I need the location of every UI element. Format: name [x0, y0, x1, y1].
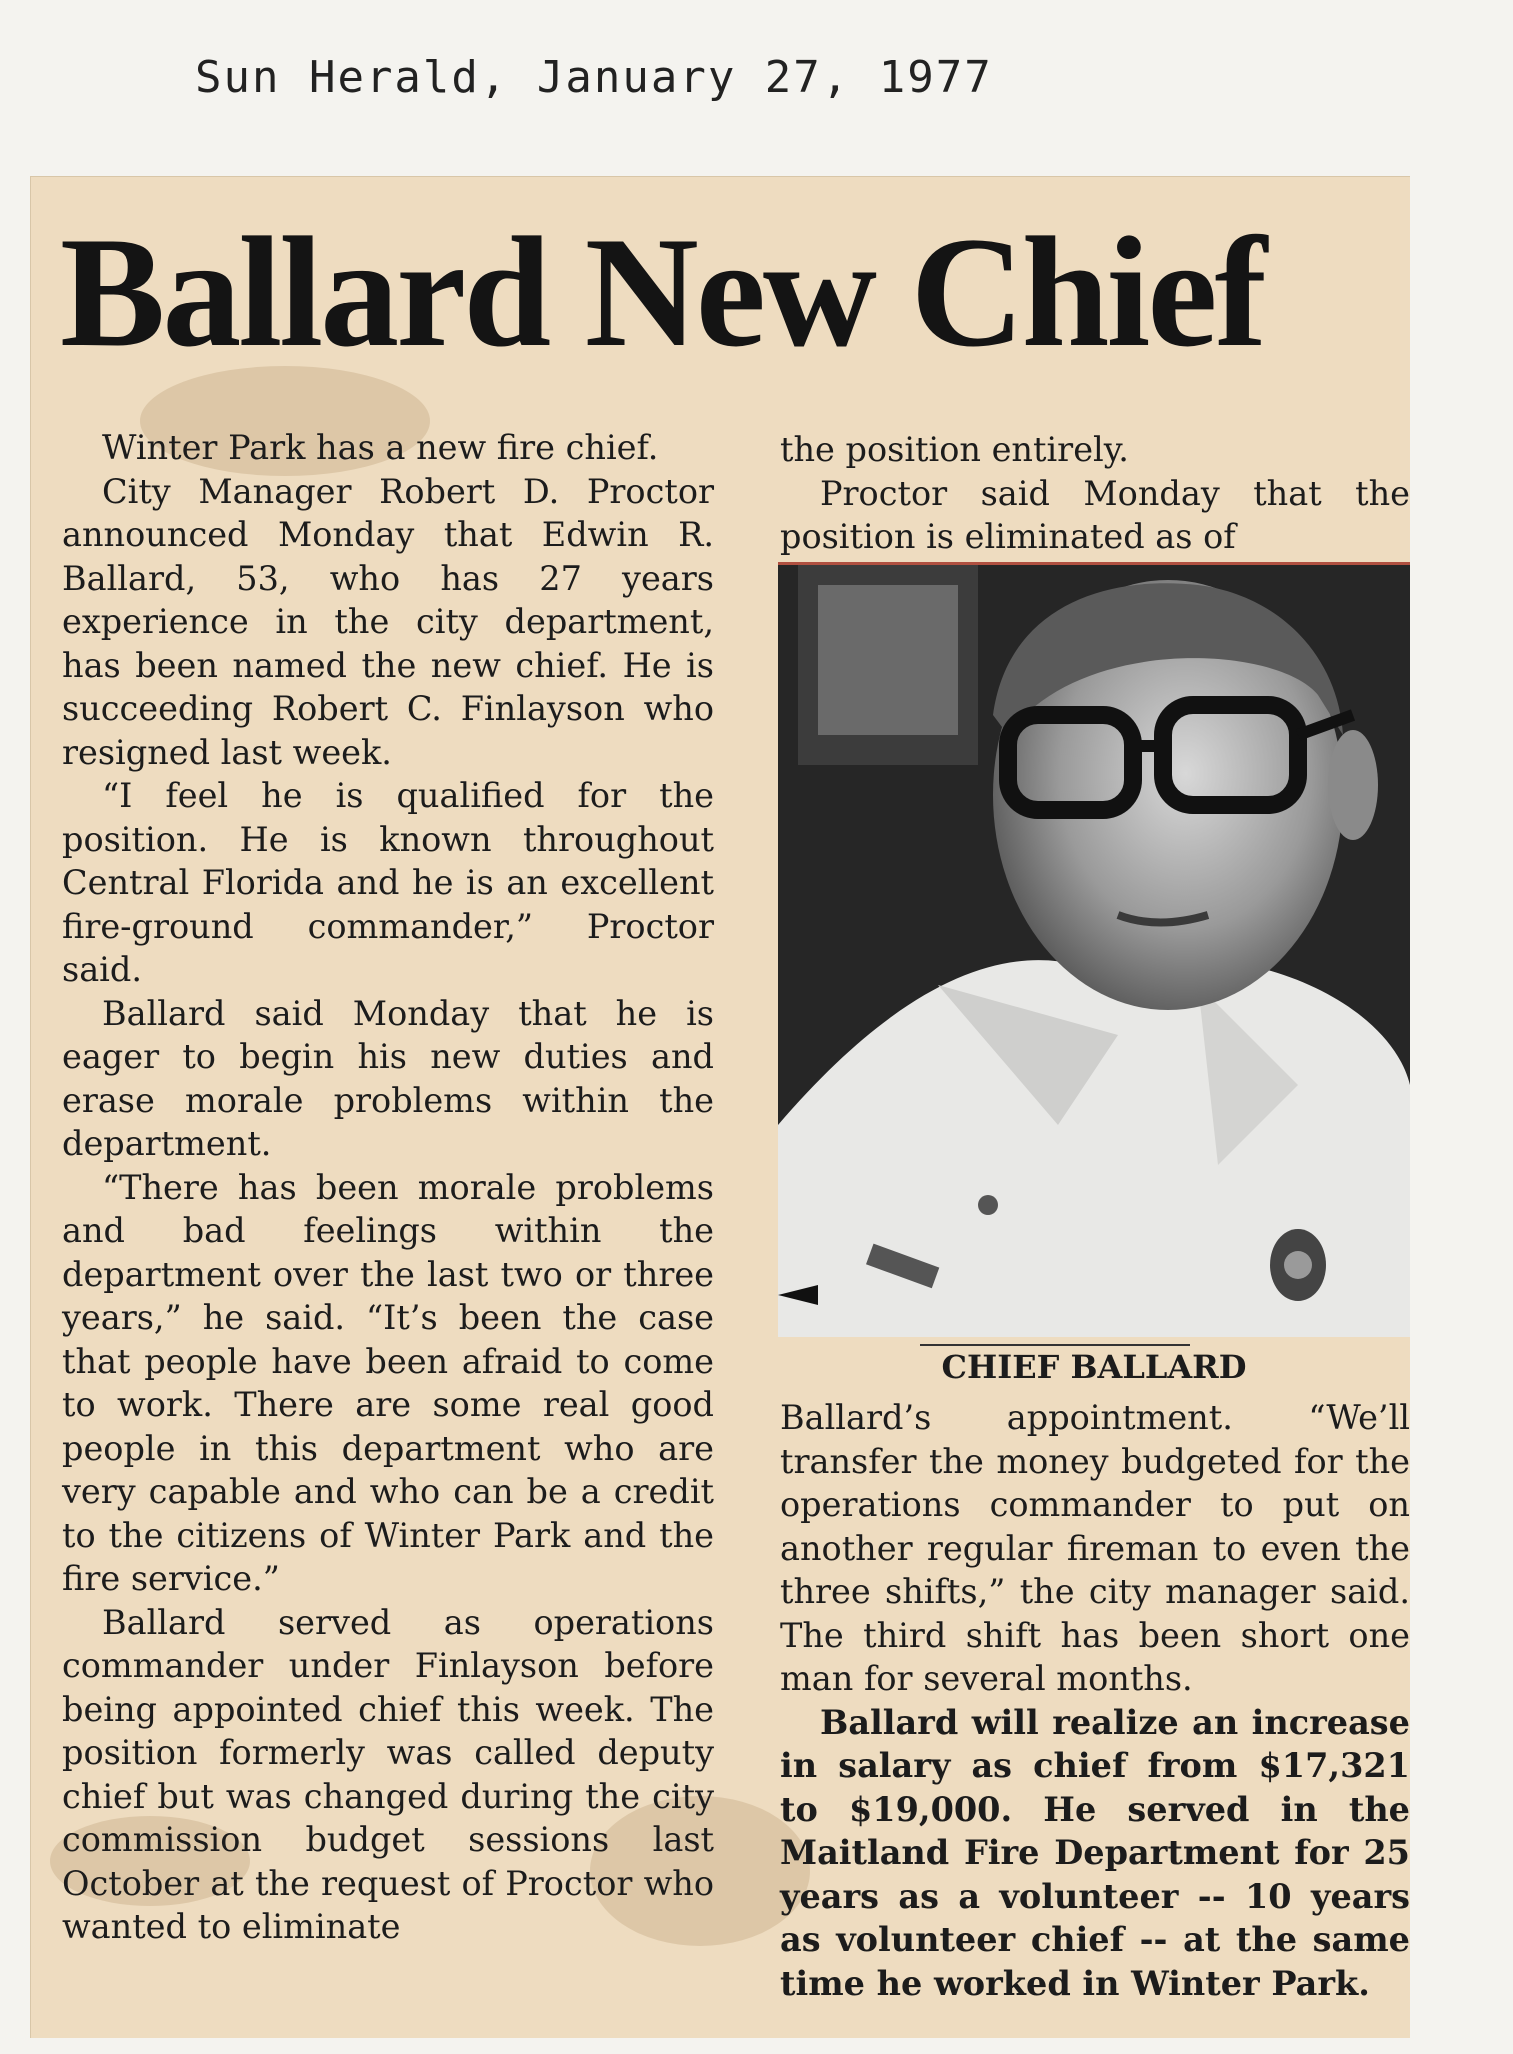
article-column-left	[62, 426, 714, 1949]
paragraph: Ballard’s appointment. “We’ll transfer the money budgeted for the operations commander to put on another regular fireman to even the three shifts,” the city manager said. The third shift has been short one man for several months.	[780, 1398, 1410, 1698]
article-column-right-top	[780, 428, 1410, 559]
paragraph: Ballard said Monday that he is eager to begin his new duties and erase morale problems within the department.	[62, 993, 714, 1163]
headline: Ballard New Chief	[60, 205, 1265, 380]
dateline: Sun Herald, January 27, 1977	[195, 52, 993, 103]
caption-divider	[920, 1344, 1190, 1346]
paragraph: Proctor said Monday that the position is eliminated as of	[780, 473, 1410, 556]
chief-ballard-photo	[778, 562, 1410, 1337]
article-column-right-bottom	[780, 1396, 1410, 2005]
paragraph: Ballard served as operations commander under Finlayson before being appointed chief this week. The position formerly was called deputy chief but was changed during the city commission budget sessions last October at the request of Proctor who wanted to eliminate	[62, 1602, 714, 1946]
photo-caption: CHIEF BALLARD	[941, 1348, 1247, 1386]
newspaper-clipping	[30, 176, 1410, 2038]
paragraph: Ballard will realize an increase in salary as chief from $17,321 to $19,000. He served in the Maitland Fire Department for 25 years as a volunteer -- 10 years as volunteer chief -- at the same time he worked in Winter Park.	[780, 1702, 1410, 2003]
paragraph: City Manager Robert D. Proctor announced Monday that Edwin R. Ballard, 53, who has 27 years experience in the city department, has been named the new chief. He is succeeding Robert C. Finlayson who resigned last week.	[62, 471, 714, 772]
portrait-image	[778, 565, 1410, 1337]
paragraph: the position entirely.	[780, 430, 1129, 469]
paragraph: “There has been morale problems and bad feelings within the department over the last two or three years,” he said. “It’s been the case that people have been afraid to come to work. There are some real good people in this department who are very capable and who can be a credit to the citizens of Winter Park and the fire service.”	[62, 1167, 714, 1598]
paragraph: “I feel he is qualified for the position. He is known throughout Central Florida and he is an excellent fire-ground commander,” Proctor said.	[62, 776, 714, 989]
paragraph: Winter Park has a new fire chief.	[102, 428, 659, 467]
